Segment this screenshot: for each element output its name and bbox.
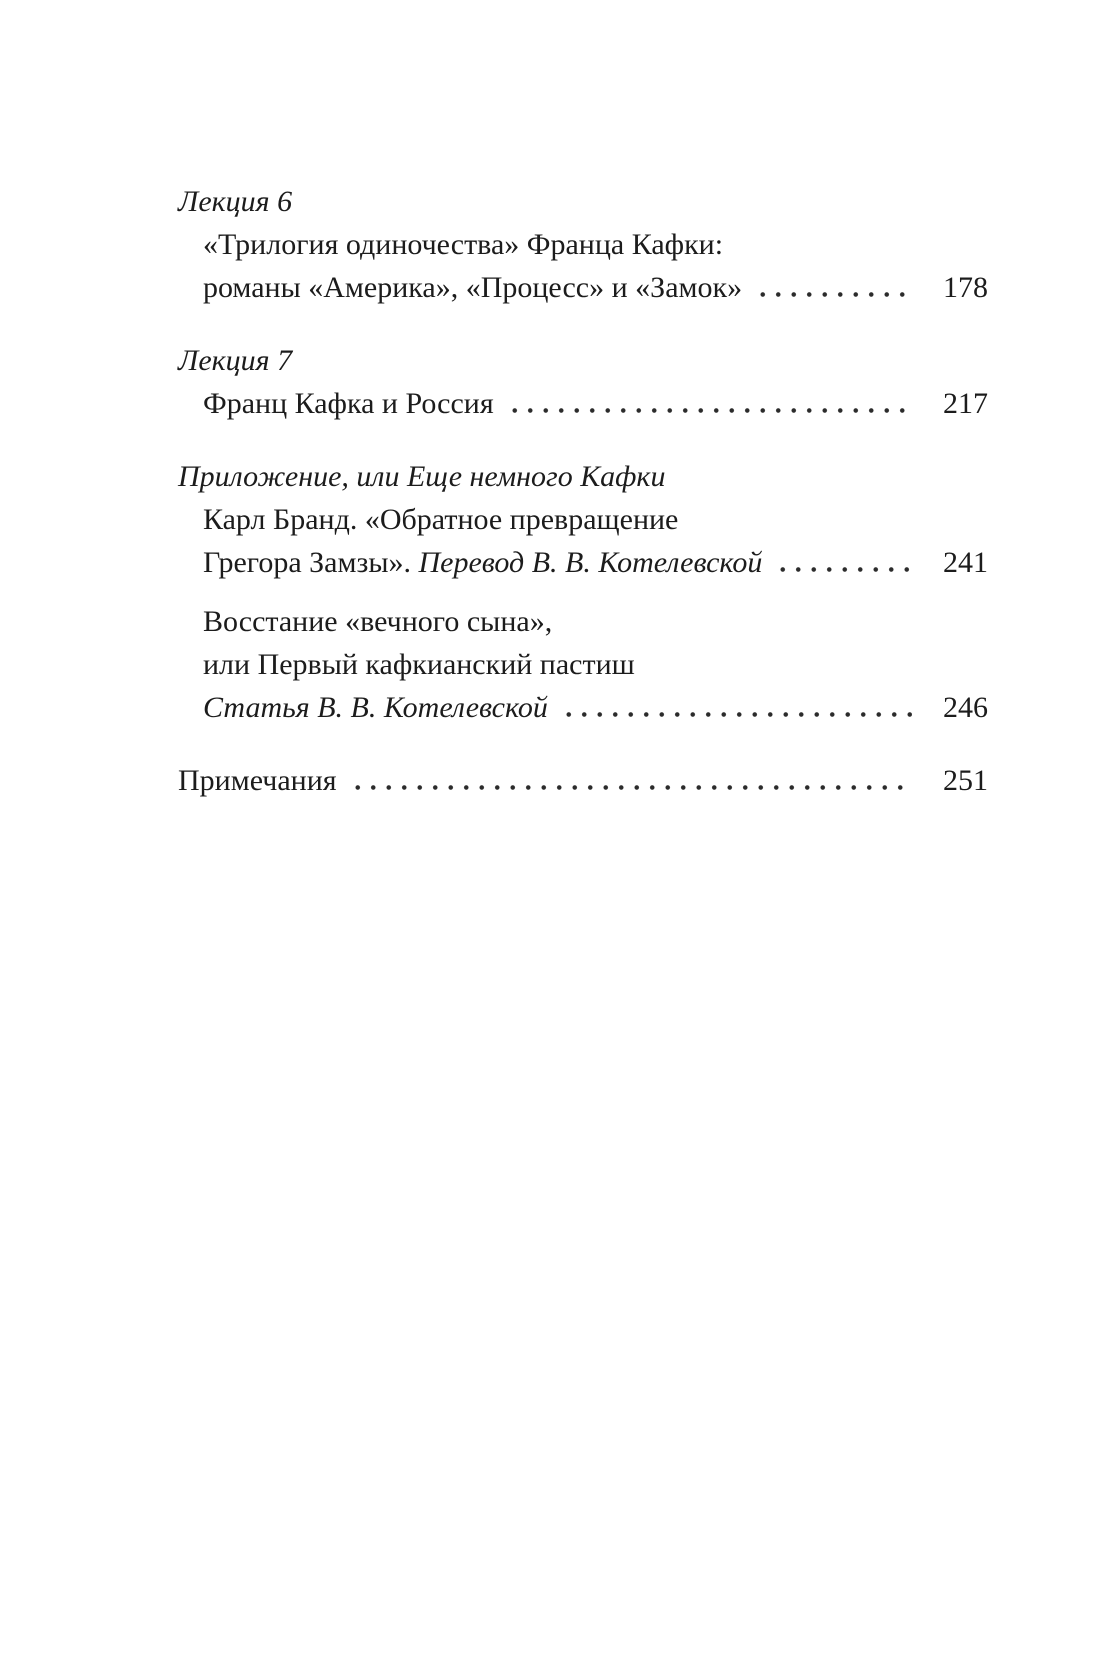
toc-entry-text-regular: Грегора Замзы».	[203, 546, 419, 579]
toc-entry-text: Примечания	[178, 764, 337, 797]
toc-entry-text: «Трилогия одиночества» Франца Кафки:	[203, 228, 724, 261]
toc-entry-line	[178, 498, 988, 541]
table-of-contents	[178, 180, 988, 802]
toc-heading	[178, 180, 988, 223]
toc-heading	[178, 339, 988, 382]
dot-leader	[507, 408, 912, 413]
toc-entry-text-italic: Статья В. В. Котелевской	[203, 691, 548, 724]
toc-block-notes	[178, 759, 988, 802]
toc-subblock-pastiche	[178, 600, 988, 729]
toc-entry-text: романы «Америка», «Процесс» и «Замок»	[203, 271, 743, 304]
toc-heading	[178, 455, 988, 498]
toc-heading-label: Лекция 7	[178, 344, 293, 377]
dot-leader	[350, 785, 912, 790]
toc-entry-line	[178, 382, 988, 425]
dot-leader	[755, 292, 912, 297]
page-number: 241	[943, 546, 988, 579]
toc-entry-line	[178, 223, 988, 266]
toc-entry-text-italic: Перевод В. В. Котелевской	[418, 546, 763, 579]
toc-heading-label: Приложение, или Еще немного Кафки	[178, 460, 666, 493]
toc-entry-line	[178, 686, 988, 729]
toc-entry-line	[178, 643, 988, 686]
toc-entry-text: Восстание «вечного сына»,	[203, 605, 553, 638]
toc-entry-text: или Первый кафкианский пастиш	[203, 648, 635, 681]
page-number: 246	[943, 691, 988, 724]
toc-block-lecture-6	[178, 180, 988, 309]
toc-entry-line	[178, 759, 988, 802]
toc-heading-label: Лекция 6	[178, 185, 293, 218]
page-number: 178	[943, 271, 988, 304]
dot-leader	[775, 567, 912, 572]
toc-entry-line	[178, 600, 988, 643]
toc-block-lecture-7	[178, 339, 988, 425]
page-number: 217	[943, 387, 988, 420]
toc-entry-line	[178, 541, 988, 584]
toc-entry-text	[203, 541, 762, 584]
toc-entry-text: Франц Кафка и Россия	[203, 387, 494, 420]
toc-entry-text: Карл Бранд. «Обратное превращение	[203, 503, 679, 536]
toc-block-appendix	[178, 455, 988, 729]
dot-leader	[561, 712, 912, 717]
toc-entry-line	[178, 266, 988, 309]
page-number: 251	[943, 764, 988, 797]
